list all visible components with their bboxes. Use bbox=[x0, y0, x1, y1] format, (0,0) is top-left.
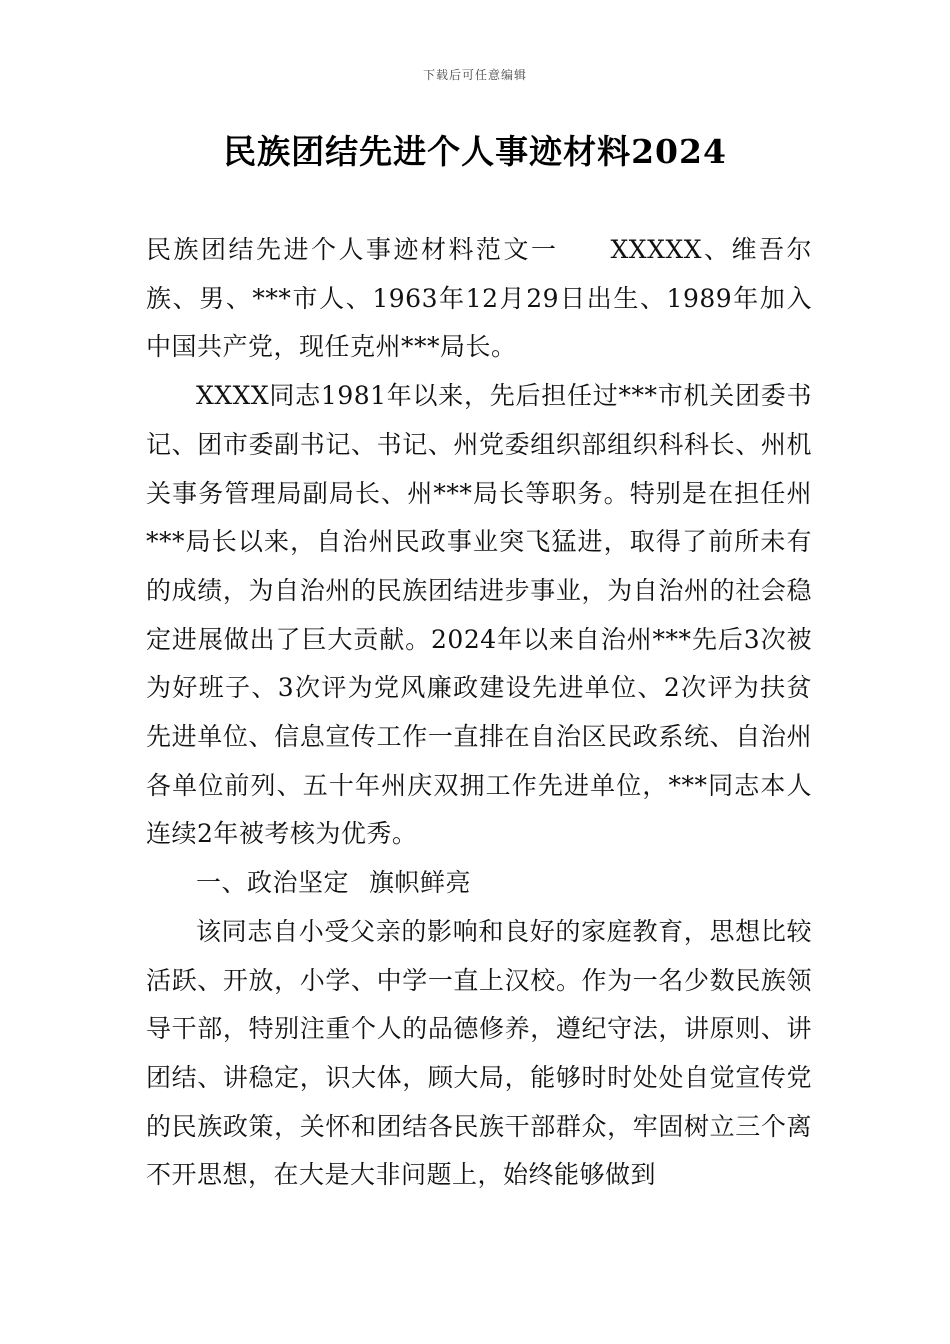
section-heading bbox=[146, 859, 812, 908]
document-title: 民族团结先进个人事迹材料2024 bbox=[223, 132, 727, 171]
section-heading-part2: 旗帜鲜亮 bbox=[369, 868, 472, 898]
paragraph-career: XXXX同志1981年以来，先后担任过***市机关团委书记、团市委副书记、书记、州党委组织部组织科科长、州机关事务管理局副局长、州***局长等职务。特别是在担任州***局长以来，自治州民政事业突飞猛进，取得了前所未有的成绩，为自治州的民族团结进步事业，为自治州的社会稳定进展做出了巨大贡献。2024年以来自治州***先后3次被为好班子、3次评为党风廉政建设先进单位、2次评为扶贫先进单位、信息宣传工作一直排在自治区民政系统、自治州各单位前列、五十年州庆双拥工作先进单位，***同志本人连续2年被考核为优秀。 bbox=[146, 381, 812, 849]
intro-heading: 民族团结先进个人事迹材料范文一 bbox=[146, 235, 559, 264]
section-heading-part1: 一、政治坚定 bbox=[196, 868, 350, 898]
document-body bbox=[146, 226, 812, 1200]
intro-text: XXXXX、维吾尔族、男、***市人、1963年12月29日出生、1989年加入中国共产党，现任克州***局长。 bbox=[146, 235, 812, 362]
intro-paragraph bbox=[146, 226, 812, 372]
paragraph-political: 该同志自小受父亲的影响和良好的家庭教育，思想比较活跃、开放，小学、中学一直上汉校。作为一名少数民族领导干部，特别注重个人的品德修养，遵纪守法，讲原则、讲团结、讲稳定，识大体，顾大局，能够时时处处自觉宣传党的民族政策，关怀和团结各民族干部群众，牢固树立三个离不开思想，在大是大非问题上，始终能够做到 bbox=[146, 916, 812, 1190]
header-note: 下载后可任意编辑 bbox=[422, 68, 527, 82]
